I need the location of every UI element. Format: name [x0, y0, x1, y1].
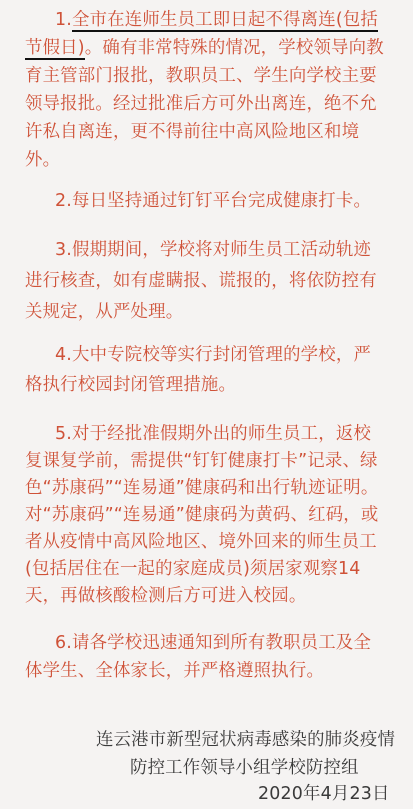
item-1-line-1: [55, 5, 378, 35]
signature-org-line-1: 连云港市新型冠状病毒感染的肺炎疫情: [96, 730, 396, 750]
item-3-line-3: 关规定，从严处理。: [25, 302, 184, 322]
item-6-line-1: 6.请各学校迅速通知到所有教职员工及全: [55, 633, 372, 653]
item-5-line-7: 天，再做核酸检测后方可进入校园。: [25, 586, 307, 606]
signature-org-line-2: 防控工作领导小组学校防控组: [130, 758, 359, 778]
signature-date: 2020年4月23日: [258, 784, 390, 804]
item-3-line-2: 进行核查，如有虚瞒报、谎报的，将依防控有: [25, 271, 377, 291]
item-1-rest: 。确有非常特殊的情况，学校领导向教: [84, 38, 384, 58]
item-1-number: 1.: [55, 10, 72, 30]
item-1-highlight-b: 节假日): [25, 38, 85, 58]
item-1-line-6: 外。: [25, 150, 61, 170]
item-4-line-1: 4.大中专院校等实行封闭管理的学校，严: [55, 345, 372, 365]
item-5-line-1: 5.对于经批准假期外出的师生员工，返校: [55, 424, 372, 444]
item-1-highlight-a: 全市在连师生员工即日起不得离连(包括: [72, 10, 379, 30]
item-6-line-2: 体学生、全体家长，并严格遵照执行。: [25, 661, 325, 681]
item-4-line-2: 格执行校园封闭管理措施。: [25, 375, 237, 395]
item-5-line-3: 色“苏康码”“连易通”健康码和出行轨迹证明。: [25, 478, 379, 498]
item-5-line-4: 对“苏康码”“连易通”健康码为黄码、红码，或: [25, 505, 379, 525]
item-5-line-6: (包括居住在一起的家庭成员)须居家观察14: [25, 559, 361, 579]
item-5-line-5: 者从疫情中高风险地区、境外回来的师生员工: [25, 532, 377, 552]
item-1-line-3: 育主管部门报批，教职员工、学生向学校主要: [25, 66, 377, 86]
item-5-line-2: 复课复学前，需提供“钉钉健康打卡”记录、绿: [25, 451, 378, 471]
item-3-line-1: 3.假期期间，学校将对师生员工活动轨迹: [55, 240, 372, 260]
item-1-line-5: 许私自离连，更不得前往中高风险地区和境: [25, 122, 360, 142]
item-1-line-4: 领导报批。经过批准后方可外出离连，绝不允: [25, 94, 377, 114]
item-2-line-1: 2.每日坚持通过钉钉平台完成健康打卡。: [55, 191, 372, 211]
item-1-line-2: [25, 33, 384, 63]
